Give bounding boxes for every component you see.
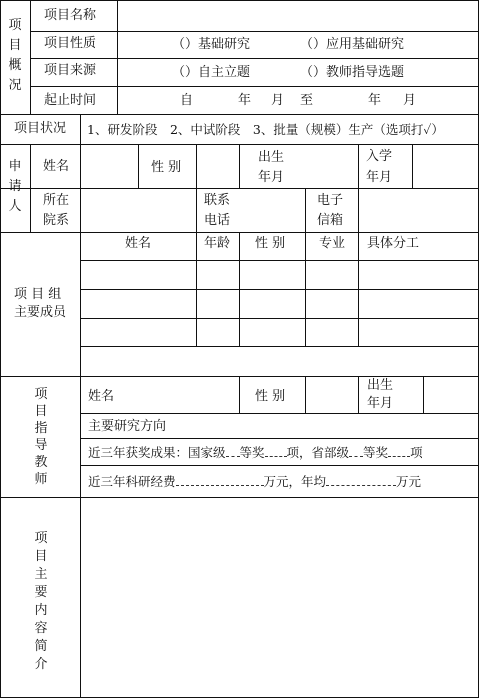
applicant-phone-label-1: 联系 <box>204 193 231 208</box>
awards-item-text: 项，省部级 <box>286 445 350 460</box>
project-name-label: 项目名称 <box>44 8 97 23</box>
applicant-birth-label-1: 出生 <box>258 150 285 165</box>
period-to: 至 <box>300 93 314 108</box>
applicant-gender-label: 性 别 <box>151 160 182 175</box>
awards-provincial-level-blank[interactable] <box>349 444 363 457</box>
applicant-enroll-label-2: 年月 <box>366 170 393 185</box>
rule <box>0 114 479 115</box>
rule <box>239 232 240 346</box>
advisor-birth-label-2: 年月 <box>367 396 394 411</box>
rule <box>0 188 479 189</box>
rule <box>358 144 359 346</box>
awards-national-level-blank[interactable] <box>226 444 240 457</box>
awards-provincial-count-blank[interactable] <box>388 444 410 457</box>
funding-annual-blank[interactable] <box>326 473 396 486</box>
period-label: 起止时间 <box>44 93 97 108</box>
rule <box>0 0 1 698</box>
period-month-1: 月 <box>271 93 285 108</box>
members-section-label-1: 项 目 组 <box>14 287 62 302</box>
rule <box>30 58 479 59</box>
advisor-birth-label-1: 出生 <box>367 378 394 393</box>
rule <box>0 0 479 1</box>
rule <box>305 376 306 413</box>
rule <box>358 376 359 413</box>
rule <box>412 144 413 188</box>
members-header-name: 姓名 <box>125 236 152 251</box>
rule <box>80 318 479 319</box>
summary-content-area[interactable] <box>81 498 478 697</box>
rule <box>423 376 424 413</box>
status-options[interactable]: 1、研发阶段 2、中试阶段 3、批量（规模）生产（选项打✓） <box>87 122 444 137</box>
funding-unit-2: 万元 <box>396 474 422 489</box>
advisor-funding-line <box>88 473 421 490</box>
awards-item-text-2: 项 <box>410 445 423 460</box>
rule <box>196 144 197 346</box>
applicant-enroll-label-1: 入学 <box>366 149 393 164</box>
advisor-name-label: 姓名 <box>88 389 115 404</box>
period-from: 自 <box>180 93 194 108</box>
advisor-awards-line <box>88 444 423 461</box>
advisor-direction-label: 主要研究方向 <box>88 419 167 434</box>
period-month-2: 月 <box>403 93 417 108</box>
funding-prefix: 近三年科研经费 <box>88 474 176 489</box>
rule <box>80 465 479 466</box>
awards-level-text-2: 等奖 <box>363 445 389 460</box>
rule <box>80 260 479 261</box>
rule <box>30 144 31 232</box>
advisor-gender-label: 性 别 <box>255 389 286 404</box>
rule <box>30 31 479 32</box>
members-header-role: 具体分工 <box>367 236 420 251</box>
nature-option-basic[interactable]: （）基础研究 <box>172 37 251 52</box>
rule <box>305 188 306 346</box>
overview-section-label: 项目概况 <box>8 18 22 93</box>
applicant-college-label-1: 所在 <box>43 193 70 208</box>
rule <box>239 376 240 413</box>
period-year-1: 年 <box>238 93 252 108</box>
source-option-teacher[interactable]: （）教师指导选题 <box>300 65 405 80</box>
funding-total-blank[interactable] <box>176 473 264 486</box>
members-header-gender: 性 别 <box>255 236 286 251</box>
nature-option-applied[interactable]: （）应用基础研究 <box>300 37 405 52</box>
rule <box>80 346 479 347</box>
members-header-major: 专业 <box>319 236 346 251</box>
rule <box>117 0 118 114</box>
rule <box>80 438 479 439</box>
project-source-label: 项目来源 <box>44 63 97 78</box>
rule <box>138 144 139 188</box>
funding-unit: 万元，年均 <box>263 474 327 489</box>
rule <box>30 86 479 87</box>
rule <box>30 0 31 114</box>
period-year-2: 年 <box>368 93 382 108</box>
status-label: 项目状况 <box>14 121 67 136</box>
project-nature-label: 项目性质 <box>44 36 97 51</box>
awards-level-text: 等奖 <box>239 445 265 460</box>
source-option-self[interactable]: （）自主立题 <box>172 65 251 80</box>
rule <box>80 289 479 290</box>
applicant-college-label-2: 院系 <box>43 213 70 228</box>
awards-prefix: 近三年获奖成果：国家级 <box>88 445 226 460</box>
rule <box>239 144 240 188</box>
applicant-name-label: 姓名 <box>43 159 70 174</box>
awards-national-count-blank[interactable] <box>265 444 287 457</box>
summary-section-label: 项目主要内容简介 <box>34 531 48 672</box>
advisor-section-label: 项目指导教师 <box>34 387 48 487</box>
applicant-section-label: 申请人 <box>8 159 22 214</box>
members-section-label-2: 主要成员 <box>14 305 67 320</box>
applicant-phone-label-2: 电话 <box>204 213 231 228</box>
members-header-age: 年龄 <box>204 236 231 251</box>
applicant-email-label-2: 信箱 <box>317 213 344 228</box>
rule <box>80 413 479 414</box>
applicant-email-label-1: 电子 <box>317 193 344 208</box>
applicant-birth-label-2: 年月 <box>258 170 285 185</box>
rule <box>80 114 81 144</box>
